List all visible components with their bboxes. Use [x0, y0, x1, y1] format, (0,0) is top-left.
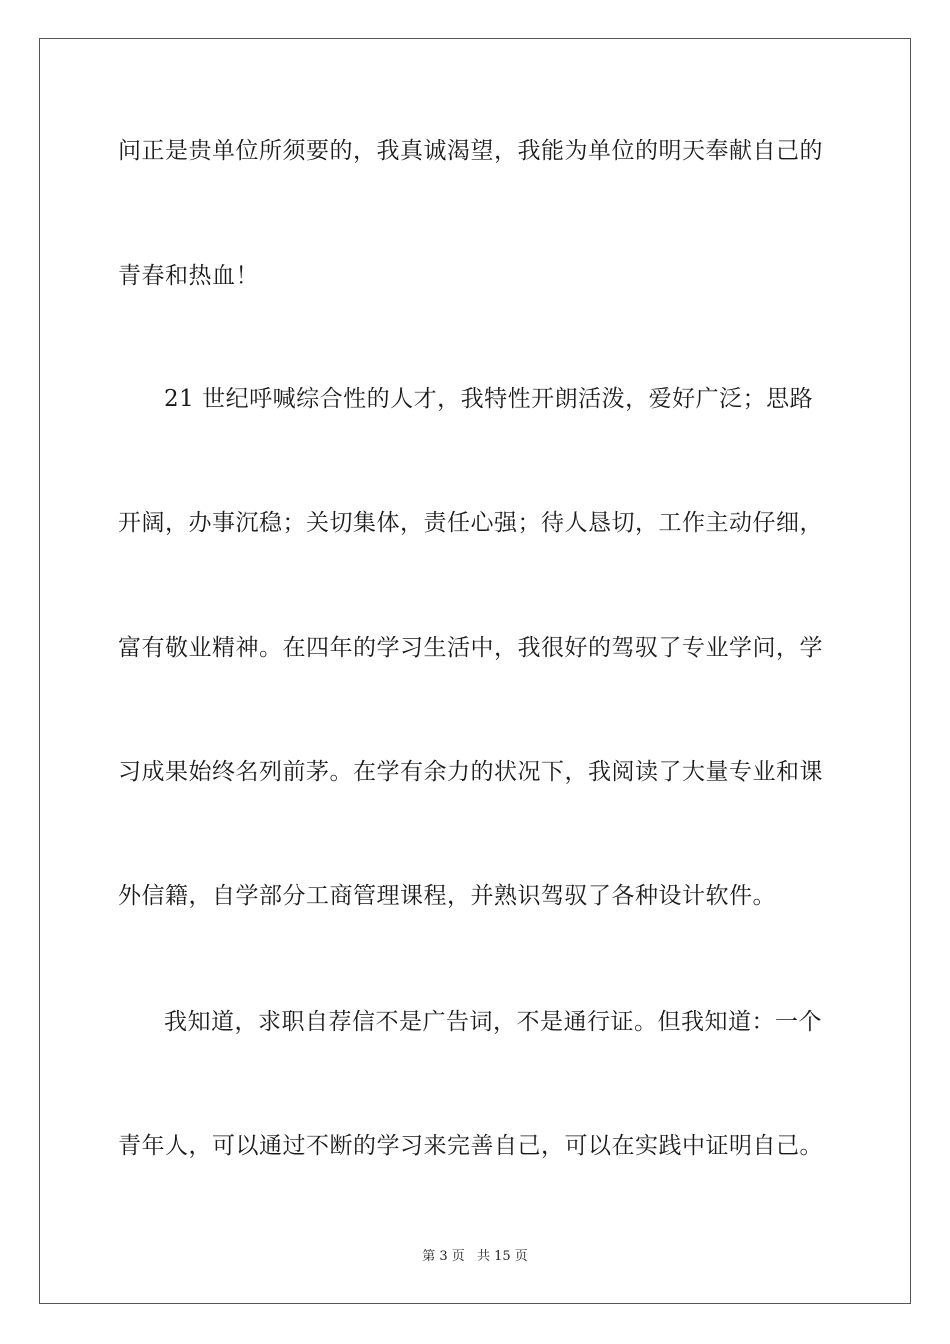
- page-border: [39, 38, 911, 1304]
- text-line: 习成果始终名列前茅。在学有余力的状况下，我阅读了大量专业和课: [118, 759, 823, 785]
- page-footer: [0, 1248, 950, 1266]
- paragraph-start-line: 我知道，求职自荐信不是广告词，不是通行证。但我知道：一个: [164, 1009, 822, 1035]
- text-line: 青春和热血！: [118, 263, 259, 289]
- text-line: 外信籍，自学部分工商管理课程，并熟识驾驭了各种设计软件。: [118, 883, 776, 909]
- text-line: 青年人，可以通过不断的学习来完善自己，可以在实践中证明自己。: [118, 1133, 823, 1159]
- text-line: 问正是贵单位所须要的，我真诚渴望，我能为单位的明天奉献自己的: [118, 138, 823, 164]
- text-line: 开阔，办事沉稳；关切集体，责任心强；待人恳切，工作主动仔细，: [118, 510, 823, 536]
- page-number-current: 第 3 页: [422, 1249, 465, 1264]
- text-line: 富有敬业精神。在四年的学习生活中，我很好的驾驭了专业学问，学: [118, 635, 823, 661]
- page-number-total: 共 15 页: [476, 1249, 528, 1264]
- paragraph-start-line: 21 世纪呼喊综合性的人才，我特性开朗活泼，爱好广泛；思路: [164, 386, 814, 412]
